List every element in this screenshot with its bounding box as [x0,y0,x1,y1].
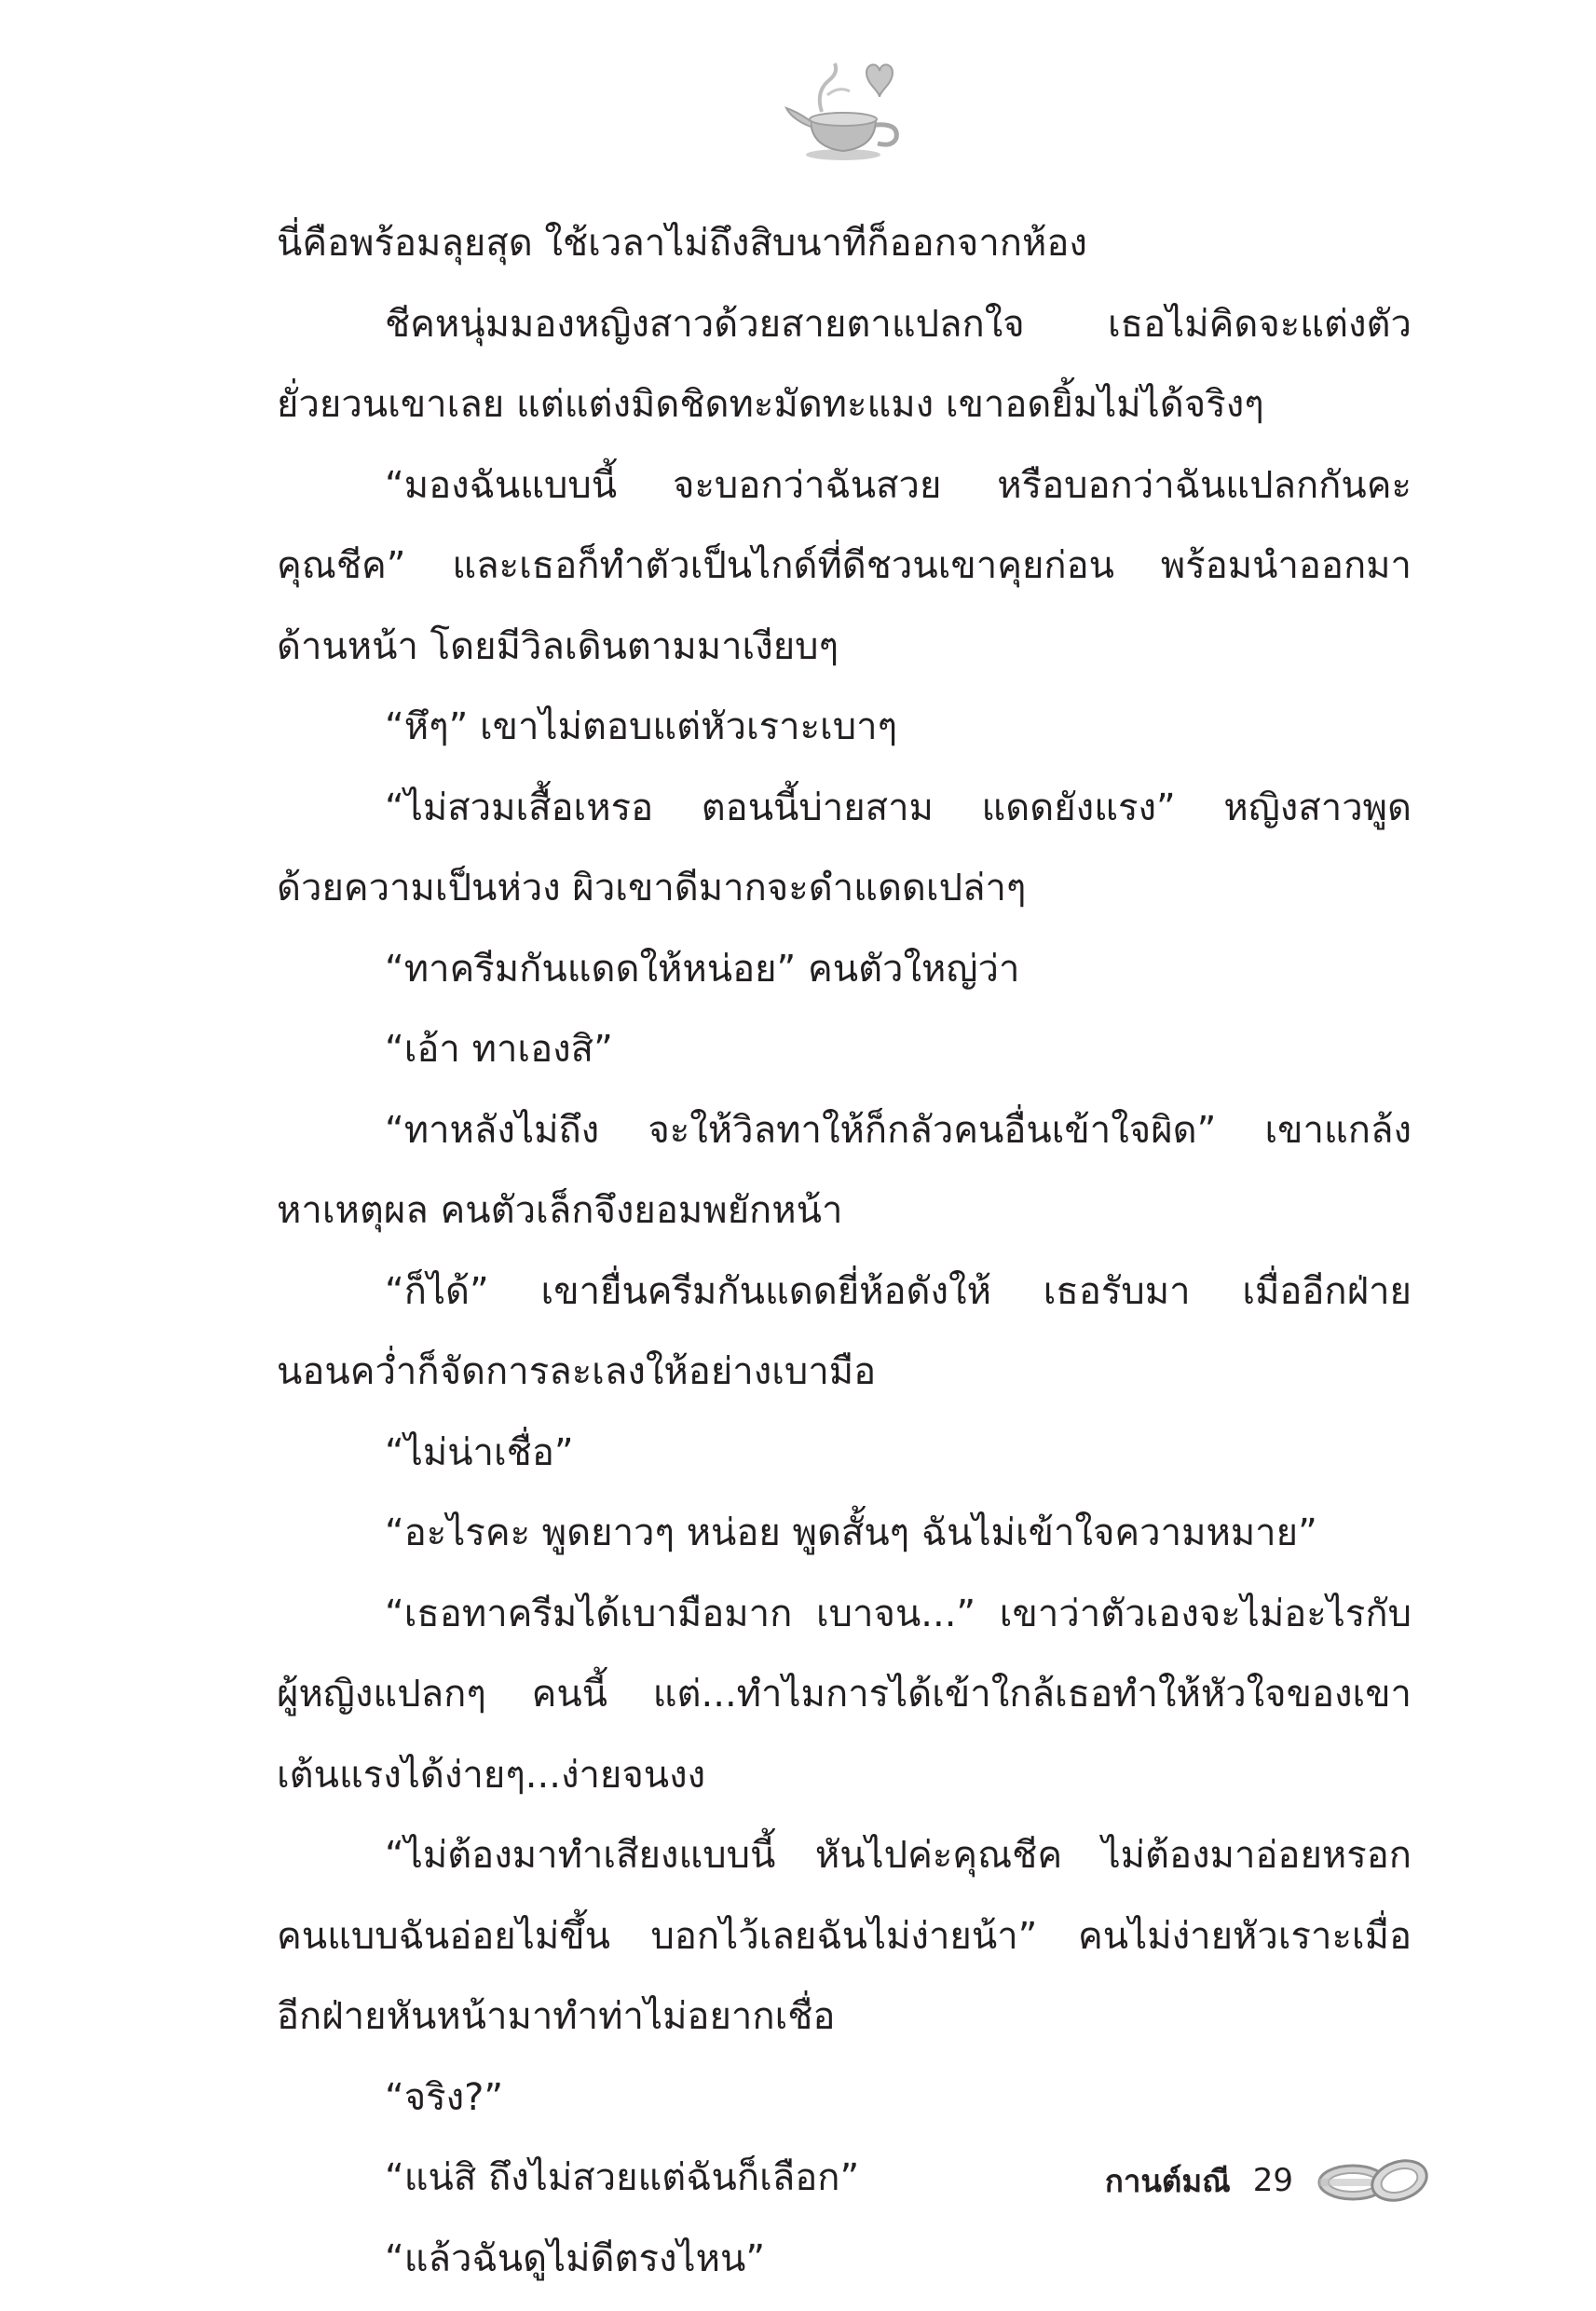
text-line: “แน่สิ ถึงไม่สวยแต่ฉันก็เลือก” [385,2156,860,2199]
text-line: “ทาหลังไม่ถึง จะให้วิลทาให้ก็กลัวคนอื่นเข้าใจผิด” เขาแกล้ง [385,1108,1412,1152]
text-line: ยั่วยวนเขาเลย แต่แต่งมิดชิดทะมัดทะแมง เขาอดยิ้มไม่ได้จริงๆ [277,383,1264,426]
text-line: “เธอทาครีมได้เบามือมาก เบาจน...” เขาว่าตัวเองจะไม่อะไรกับ [385,1592,1412,1635]
text-line: “ไม่ต้องมาทำเสียงแบบนี้ หันไปค่ะคุณชีค ไม่ต้องมาอ่อยหรอก [385,1834,1412,1877]
text-line: ชีคหนุ่มมองหญิงสาวด้วยสายตาแปลกใจ เธอไม่คิดจะแต่งตัว [385,302,1412,346]
teapot-heart-ornament-icon [773,54,913,166]
page-number: 29 [1252,2162,1293,2199]
text-line: “ทาครีมกันแดดให้หน่อย” คนตัวใหญ่ว่า [385,947,1020,991]
text-line: ด้วยความเป็นห่วง ผิวเขาดีมากจะดำแดดเปล่าๆ [277,867,1027,909]
text-line: เต้นแรงได้ง่ายๆ...ง่ายจนงง [277,1753,706,1797]
text-line: อีกฝ่ายหันหน้ามาทำท่าไม่อยากเชื่อ [277,1995,836,2038]
text-line: “ไม่น่าเชื่อ” [385,1430,574,1474]
text-line: “แล้วฉันดูไม่ดีตรงไหน” [385,2236,766,2280]
text-line: “อะไรคะ พูดยาวๆ หน่อย พูดสั้นๆ ฉันไม่เข้าใจความหมาย” [385,1511,1317,1554]
text-line: “ก็ได้” เขายื่นครีมกันแดดยี่ห้อดังให้ เธอรับมา เมื่ออีกฝ่าย [385,1269,1412,1313]
text-line: “ไม่สวมเสื้อเหรอ ตอนนี้บ่ายสาม แดดยังแรง” หญิงสาวพูด [385,786,1412,829]
text-line: ผู้หญิงแปลกๆ คนนี้ แต่...ทำไมการได้เข้าใกล้เธอทำให้หัวใจของเขา [277,1673,1412,1716]
text-line: “มองฉันแบบนี้ จะบอกว่าฉันสวย หรือบอกว่าฉันแปลกกันคะ [385,463,1412,507]
body-text [277,203,1412,2299]
text-line: นอนคว่ำก็จัดการละเลงให้อย่างเบามือ [277,1350,877,1393]
text-line: คุณชีค” และเธอก็ทำตัวเป็นไกด์ที่ดีชวนเขาคุยก่อน พร้อมนำออกมา [277,544,1412,587]
book-title: กานต์มณี [1104,2162,1231,2199]
text-line: หาเหตุผล คนตัวเล็กจึงยอมพยักหน้า [277,1189,843,1232]
text-line: “จริง?” [385,2075,504,2119]
text-line: “หึๆ” เขาไม่ตอบแต่หัวเราะเบาๆ [385,705,898,748]
text-line: ด้านหน้า โดยมีวิลเดินตามมาเงียบๆ [277,624,839,668]
wedding-rings-icon [1314,2154,1435,2207]
text-line: “เอ้า ทาเองสิ” [385,1028,613,1071]
page-footer [1044,2148,1435,2213]
text-line: คนแบบฉันอ่อยไม่ขึ้น บอกไว้เลยฉันไม่ง่ายน้า” คนไม่ง่ายหัวเราะเมื่อ [277,1914,1412,1958]
text-line: นี่คือพร้อมลุยสุด ใช้เวลาไม่ถึงสิบนาทีก็ออกจากห้อง [277,222,1087,265]
